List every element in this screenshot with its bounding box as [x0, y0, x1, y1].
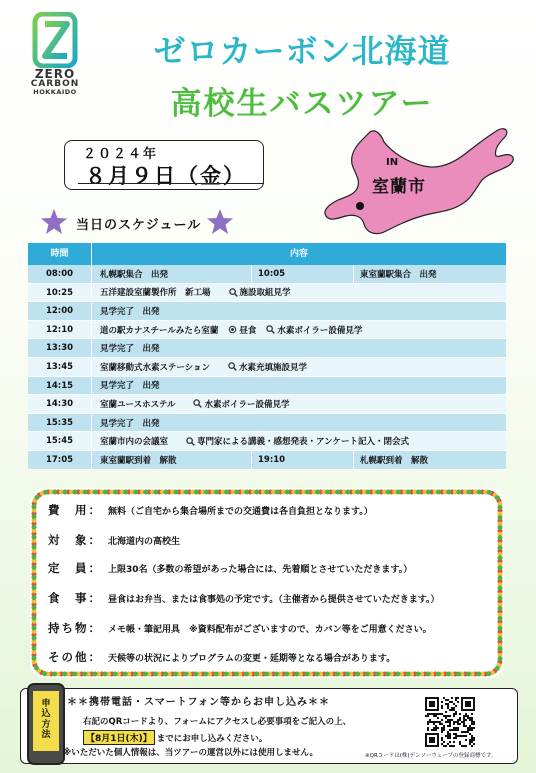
row-time: 15:45: [28, 432, 92, 450]
info-label: 食 事：: [48, 591, 102, 605]
row-activity: 施設取組見学: [239, 288, 291, 299]
logo-line-zero: ZERO: [34, 67, 76, 81]
schedule-row: [28, 414, 506, 433]
info-row: [48, 649, 395, 665]
row-activity: 専門家による講義・感想発表・アンケート記入・閉会式: [197, 437, 410, 448]
application-deadline-line: [83, 730, 267, 745]
title-line-1: ゼロカーボン北海道: [153, 32, 451, 70]
schedule-row: [28, 432, 506, 451]
row-time: 14:15: [28, 377, 92, 395]
row-time: 10:25: [28, 284, 92, 302]
map-city-label: 室蘭市: [372, 177, 426, 197]
row-time: 12:10: [28, 321, 92, 339]
schedule-row: [28, 321, 506, 340]
info-label: 持ち物：: [48, 621, 102, 635]
zero-carbon-hokkaido-logo: [26, 12, 84, 96]
schedule-rows: [28, 265, 506, 470]
row-content: 道の駅カナスチールみたら室蘭: [100, 325, 219, 336]
privacy-note: ※いただいた個人情報は、当ツアーの運営以外には使用しません。: [63, 748, 319, 758]
info-row: [48, 560, 412, 576]
row-time: 15:35: [28, 414, 92, 432]
meal-icon: [228, 325, 237, 334]
header-content: 内容: [289, 249, 308, 259]
row-time: 08:00: [28, 265, 92, 283]
row-content: 室蘭ユースホステル: [100, 399, 176, 410]
magnifier-icon: [266, 325, 275, 334]
star-icon: [206, 208, 234, 236]
qr-trademark-note: ※QRコードは(株)デンソーウェーブの登録商標です。: [365, 753, 497, 759]
info-row: [48, 620, 432, 636]
schedule-row: [28, 451, 506, 470]
row-time: 12:00: [28, 302, 92, 320]
deadline-badge: 【8月1日(木)】: [83, 730, 155, 745]
schedule-row: [28, 265, 506, 284]
map-in-label: IN: [386, 157, 399, 168]
logo-line-hokkaido: HOKKAIDO: [33, 88, 77, 96]
schedule-heading-text: 当日のスケジュール: [76, 218, 202, 233]
info-row: [48, 532, 180, 548]
info-label: 定 員：: [48, 561, 102, 575]
info-value: メモ帳・筆記用具 ※資料配布がございますので、カバン等をご用意ください。: [108, 624, 432, 635]
row-time: 17:05: [28, 451, 92, 469]
application-method-label: 申込方法: [41, 699, 51, 741]
info-value: 北海道内の高校生: [108, 536, 181, 547]
qr-code[interactable]: [425, 697, 475, 747]
schedule-row: [28, 302, 506, 321]
deadline-text: までにお申し込みください。: [156, 733, 268, 744]
magnifier-icon: [228, 362, 237, 371]
title-line-2: 高校生バスツアー: [170, 86, 434, 122]
magnifier-icon: [229, 288, 238, 297]
date-day: ８月９日（金）: [85, 164, 246, 188]
row-time: 13:45: [28, 358, 92, 376]
info-row: [48, 590, 440, 606]
row-time-2: 19:10: [252, 451, 354, 469]
row-content: 札幌駅集合 出発: [92, 265, 252, 283]
row-content: 五洋建設室蘭製作所 新工場: [100, 288, 211, 299]
star-icon: [40, 208, 68, 236]
schedule-row: [28, 377, 506, 396]
row-activity: 水素ボイラー設備見学: [204, 399, 290, 410]
header-time: 時間: [28, 243, 92, 265]
application-instruction: 右記のQRコードより、フォームにアクセスし必要事項をご記入の上、: [83, 717, 352, 727]
schedule-row: [28, 358, 506, 377]
row-content: 室蘭市内の会議室: [100, 437, 169, 448]
schedule-header: [28, 243, 506, 265]
application-heading: ＊＊携帯電話・スマートフォン等からお申し込み＊＊: [67, 697, 330, 708]
row-time: 14:30: [28, 395, 92, 413]
row-time: 13:30: [28, 339, 92, 357]
date-underline: [78, 183, 264, 184]
row-time-2: 10:05: [252, 265, 354, 283]
schedule-table: [28, 243, 506, 470]
row-activity: 水素充填施設見学: [239, 362, 308, 373]
info-value: 上限30名（多数の希望があった場合には、先着順とさせていただきます。）: [108, 564, 413, 575]
logo-line-carbon: CARBON: [30, 79, 80, 89]
row-meal: 昼食: [239, 325, 257, 336]
schedule-row: [28, 395, 506, 414]
row-content: 東室蘭駅到着 解散: [92, 451, 252, 469]
row-content-2: 札幌駅到着 解散: [360, 455, 429, 466]
info-label: 対 象：: [48, 533, 102, 547]
smartphone-icon: [27, 683, 65, 765]
info-box: [30, 488, 504, 678]
row-content: 室蘭移動式水素ステーション: [100, 362, 210, 373]
row-content: 見学完了 出発: [100, 344, 160, 355]
schedule-row: [28, 339, 506, 358]
row-content: 見学完了 出発: [100, 418, 160, 429]
row-content-2: 東室蘭駅集合 出発: [360, 269, 437, 280]
application-box: [20, 688, 518, 764]
magnifier-icon: [193, 399, 202, 408]
info-value: 無料（ご自宅から集合場所までの交通費は各自負担となります。）: [108, 506, 373, 517]
magnifier-icon: [186, 437, 195, 446]
schedule-heading: [40, 208, 240, 236]
info-label: その他：: [48, 650, 102, 664]
info-row: [48, 502, 373, 518]
info-label: 費 用：: [48, 503, 102, 517]
date-year: ２０２４年: [83, 147, 159, 162]
info-value: 天候等の状況によりプログラムの変更・延期等となる場合があります。: [108, 653, 396, 664]
info-value: 昼食はお弁当、または食事処の予定です。（主催者から提供させていただきます。）: [108, 594, 440, 605]
row-content: 見学完了 出発: [100, 381, 160, 392]
row-activity: 水素ボイラー設備見学: [277, 325, 363, 336]
row-content: 見学完了 出発: [100, 306, 160, 317]
schedule-row: [28, 284, 506, 303]
zero-carbon-logo-icon: [32, 12, 78, 68]
